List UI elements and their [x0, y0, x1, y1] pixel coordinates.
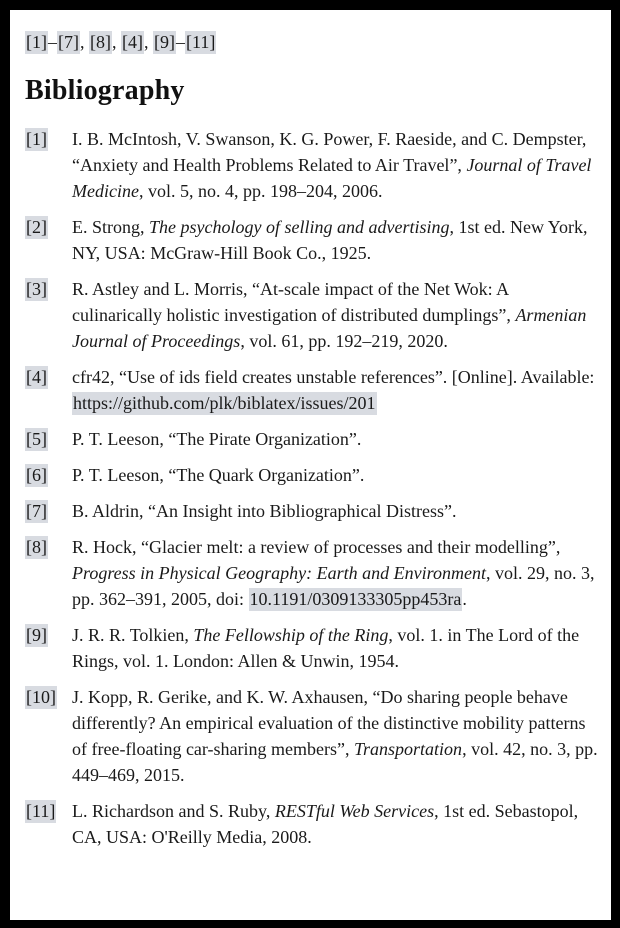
reference-label[interactable]: [6] [26, 465, 47, 485]
reference-text [72, 426, 599, 452]
text-run: B. Aldrin, “An Insight into Bibliographical Distress”. [72, 501, 457, 521]
reference-text [72, 498, 599, 524]
citation-ref[interactable]: [8] [90, 32, 111, 52]
text-run: R. Astley and L. Morris, “At-scale impact of the Net Wok: A culinarically holistic investigation of distributed dumplings”, [72, 279, 516, 325]
reference-entry [25, 622, 603, 674]
italic-text: Armenian Journal of Proceedings [72, 305, 587, 351]
text-run: – [48, 32, 57, 52]
text-run: , vol. 42, no. 3, pp. 449–469, 2015. [72, 739, 598, 785]
text-run: , vol. 5, no. 4, pp. 198–204, 2006. [138, 181, 383, 201]
reference-label[interactable]: [8] [26, 537, 47, 557]
reference-text [72, 684, 599, 788]
text-run: , vol. 29, no. 3, pp. 362–391, 2005, doi: [72, 563, 595, 609]
text-run: , [112, 32, 121, 52]
text-run: – [176, 32, 185, 52]
text-run: . [462, 589, 467, 609]
reference-text [72, 798, 599, 850]
reference-entry [25, 498, 603, 524]
text-run: J. R. R. Tolkien, [72, 625, 194, 645]
italic-text: RESTful Web Services [274, 801, 435, 821]
text-run: P. T. Leeson, “The Pirate Organization”. [72, 429, 362, 449]
reference-entry [25, 364, 603, 416]
citation-ref[interactable]: [9] [154, 32, 175, 52]
reference-entry [25, 534, 603, 612]
reference-list [25, 126, 603, 850]
reference-text [72, 214, 599, 266]
reference-link[interactable]: 10.1191/0309133305pp453ra [249, 589, 462, 609]
document-page [10, 10, 611, 920]
citation-ref[interactable]: [11] [186, 32, 216, 52]
text-run: , 1st ed. New York, NY, USA: McGraw-Hill Book Co., 1925. [72, 217, 588, 263]
text-run: R. Hock, “Glacier melt: a review of processes and their modelling”, [72, 537, 561, 557]
text-run: cfr42, “Use of ids field creates unstable references”. [Online]. Available: [72, 367, 595, 387]
reference-label[interactable]: [7] [26, 501, 47, 521]
italic-text: Transportation [354, 739, 463, 759]
reference-entry [25, 214, 603, 266]
reference-entry [25, 462, 603, 488]
reference-link[interactable]: https://github.com/plk/biblatex/issues/201 [73, 393, 376, 413]
reference-entry [25, 684, 603, 788]
text-run: , [144, 32, 153, 52]
italic-text: Journal of Travel Medicine [72, 155, 592, 201]
citation-line [25, 29, 603, 55]
reference-text [72, 534, 599, 612]
italic-text: The psychology of selling and advertising [149, 217, 450, 237]
reference-label[interactable]: [2] [26, 217, 47, 237]
italic-text: The Fellowship of the Ring [193, 625, 389, 645]
reference-text [72, 622, 599, 674]
reference-label[interactable]: [1] [26, 129, 47, 149]
text-run: , vol. 61, pp. 192–219, 2020. [240, 331, 448, 351]
italic-text: Progress in Physical Geography: Earth and Environment [72, 563, 486, 583]
reference-label[interactable]: [11] [26, 801, 56, 821]
reference-label[interactable]: [10] [26, 687, 56, 707]
reference-text [72, 276, 599, 354]
text-run: J. Kopp, R. Gerike, and K. W. Axhausen, “Do sharing people behave differently? An empirical evaluation of the distinctive mobility patterns of free-floating car-sharing members”, [72, 687, 586, 759]
reference-text [72, 462, 599, 488]
text-run: I. B. McIntosh, V. Swanson, K. G. Power, F. Raeside, and C. Dempster, “Anxiety and Health Problems Related to Air Travel”, [72, 129, 587, 175]
reference-entry [25, 798, 603, 850]
bibliography-heading: Bibliography [25, 75, 185, 106]
reference-label[interactable]: [4] [26, 367, 47, 387]
text-run: P. T. Leeson, “The Quark Organization”. [72, 465, 365, 485]
text-run: , 1st ed. Sebastopol, CA, USA: O'Reilly Media, 2008. [72, 801, 579, 847]
reference-text [72, 364, 599, 416]
reference-entry [25, 426, 603, 452]
reference-label[interactable]: [5] [26, 429, 47, 449]
text-run: E. Strong, [72, 217, 150, 237]
reference-label[interactable]: [3] [26, 279, 47, 299]
reference-label[interactable]: [9] [26, 625, 47, 645]
citation-ref[interactable]: [7] [58, 32, 79, 52]
reference-entry [25, 276, 603, 354]
reference-entry [25, 126, 603, 204]
citation-ref[interactable]: [1] [26, 32, 47, 52]
text-run: L. Richardson and S. Ruby, [72, 801, 275, 821]
text-run: , vol. 1. in The Lord of the Rings, vol. 1. London: Allen & Unwin, 1954. [72, 625, 580, 671]
text-run: , [80, 32, 89, 52]
citation-ref[interactable]: [4] [122, 32, 143, 52]
reference-text [72, 126, 599, 204]
